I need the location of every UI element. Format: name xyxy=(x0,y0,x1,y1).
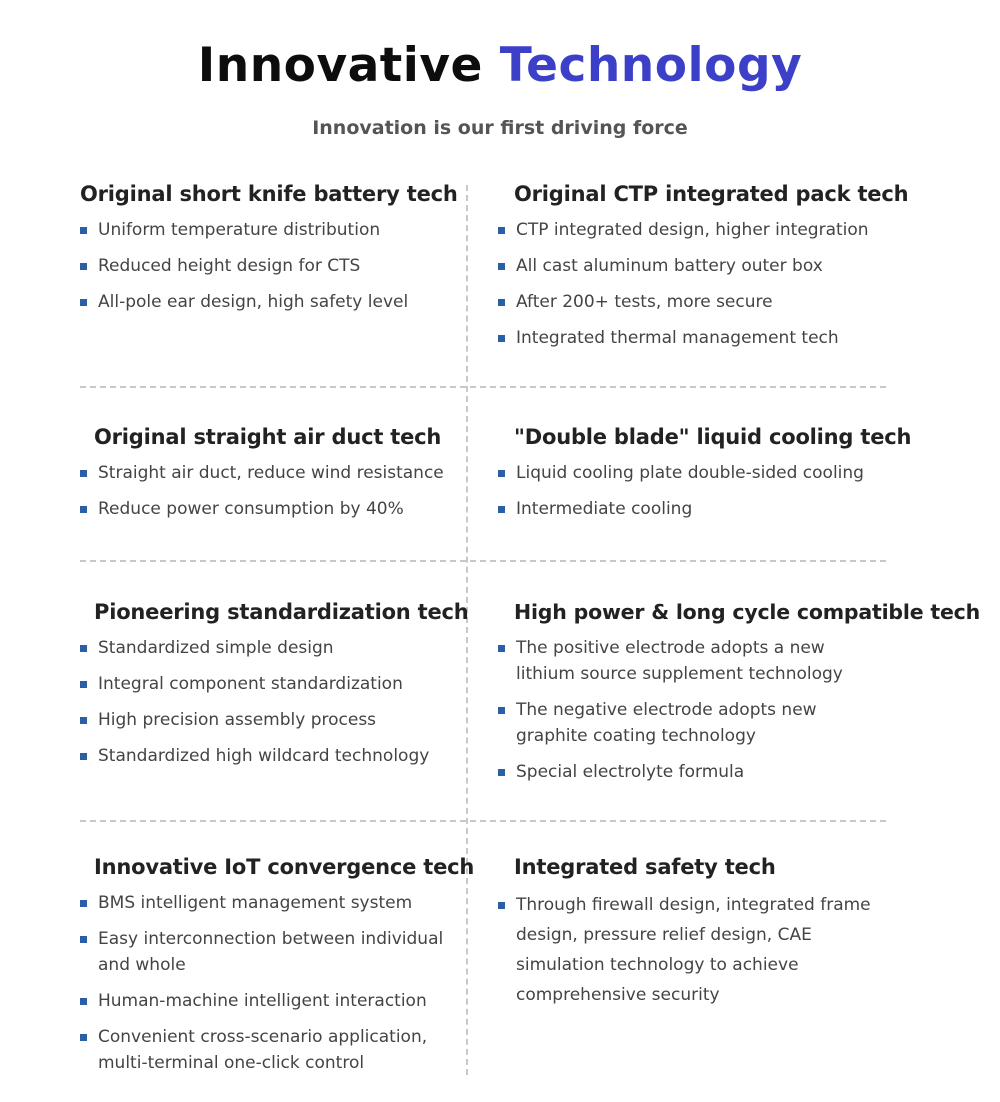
section-title: High power & long cycle compatible tech xyxy=(514,600,981,624)
list-item: The negative electrode adopts new graphite coating technology xyxy=(498,697,888,749)
page-title xyxy=(0,36,1000,96)
horizontal-divider-2 xyxy=(80,560,886,562)
title-word-innovative: Innovative xyxy=(197,38,483,93)
square-bullet-icon xyxy=(498,263,505,270)
square-bullet-icon xyxy=(498,645,505,652)
list-item: CTP integrated design, higher integration xyxy=(498,217,954,243)
square-bullet-icon xyxy=(498,227,505,234)
section-title: "Double blade" liquid cooling tech xyxy=(514,425,912,449)
list-item: Convenient cross-scenario application, multi-terminal one-click control xyxy=(80,1024,444,1076)
section-integrated-safety xyxy=(514,854,924,1020)
horizontal-divider-3 xyxy=(80,820,886,822)
list-item: Through firewall design, integrated frame design, pressure relief design, CAE simulation technology to achieve comprehensive security xyxy=(498,890,892,1010)
section-short-knife-battery xyxy=(80,181,460,325)
list-item: Reduce power consumption by 40% xyxy=(80,496,474,522)
feature-list xyxy=(498,217,954,351)
list-item: High precision assembly process xyxy=(80,707,474,733)
square-bullet-icon xyxy=(80,263,87,270)
list-item: Reduced height design for CTS xyxy=(80,253,460,279)
feature-list xyxy=(498,635,888,785)
square-bullet-icon xyxy=(80,1034,87,1041)
section-iot-convergence xyxy=(94,854,475,1086)
section-title: Integrated safety tech xyxy=(514,855,776,879)
list-item: Easy interconnection between individual and whole xyxy=(80,926,444,978)
feature-list xyxy=(80,635,474,769)
list-item: Human-machine intelligent interaction xyxy=(80,988,444,1014)
square-bullet-icon xyxy=(80,645,87,652)
square-bullet-icon xyxy=(498,506,505,513)
list-item: Standardized simple design xyxy=(80,635,474,661)
square-bullet-icon xyxy=(80,681,87,688)
section-title: Original short knife battery tech xyxy=(80,182,458,206)
square-bullet-icon xyxy=(498,299,505,306)
section-title: Pioneering standardization tech xyxy=(94,600,469,624)
section-title: Original CTP integrated pack tech xyxy=(514,182,909,206)
list-item: Integrated thermal management tech xyxy=(498,325,954,351)
square-bullet-icon xyxy=(80,227,87,234)
square-bullet-icon xyxy=(498,769,505,776)
square-bullet-icon xyxy=(80,717,87,724)
list-item: All cast aluminum battery outer box xyxy=(498,253,954,279)
section-standardization xyxy=(94,599,474,779)
feature-list xyxy=(498,460,954,522)
section-straight-air-duct xyxy=(94,424,474,532)
square-bullet-icon xyxy=(80,299,87,306)
section-title: Innovative IoT convergence tech xyxy=(94,855,475,879)
list-item: After 200+ tests, more secure xyxy=(498,289,954,315)
list-item: All-pole ear design, high safety level xyxy=(80,289,460,315)
list-item: Intermediate cooling xyxy=(498,496,954,522)
title-word-technology: Technology xyxy=(499,38,803,93)
list-item: Special electrolyte formula xyxy=(498,759,888,785)
list-item: BMS intelligent management system xyxy=(80,890,444,916)
square-bullet-icon xyxy=(498,470,505,477)
feature-list xyxy=(80,890,444,1076)
list-item: The positive electrode adopts a new lithium source supplement technology xyxy=(498,635,888,687)
square-bullet-icon xyxy=(80,936,87,943)
section-double-blade-liquid-cooling xyxy=(514,424,954,532)
section-title: Original straight air duct tech xyxy=(94,425,442,449)
section-ctp-integrated-pack xyxy=(514,181,954,361)
square-bullet-icon xyxy=(498,707,505,714)
square-bullet-icon xyxy=(498,902,505,909)
square-bullet-icon xyxy=(80,506,87,513)
list-item: Uniform temperature distribution xyxy=(80,217,460,243)
list-item: Liquid cooling plate double-sided cooling xyxy=(498,460,954,486)
list-item: Straight air duct, reduce wind resistance xyxy=(80,460,474,486)
feature-list xyxy=(80,217,460,315)
horizontal-divider-1 xyxy=(80,386,886,388)
square-bullet-icon xyxy=(498,335,505,342)
section-high-power-long-cycle xyxy=(514,599,981,795)
page-subtitle: Innovation is our first driving force xyxy=(312,117,688,139)
list-item: Integral component standardization xyxy=(80,671,474,697)
square-bullet-icon xyxy=(80,998,87,1005)
list-item: Standardized high wildcard technology xyxy=(80,743,474,769)
square-bullet-icon xyxy=(80,900,87,907)
square-bullet-icon xyxy=(80,753,87,760)
square-bullet-icon xyxy=(80,470,87,477)
feature-list xyxy=(80,460,474,522)
feature-list xyxy=(498,890,892,1010)
